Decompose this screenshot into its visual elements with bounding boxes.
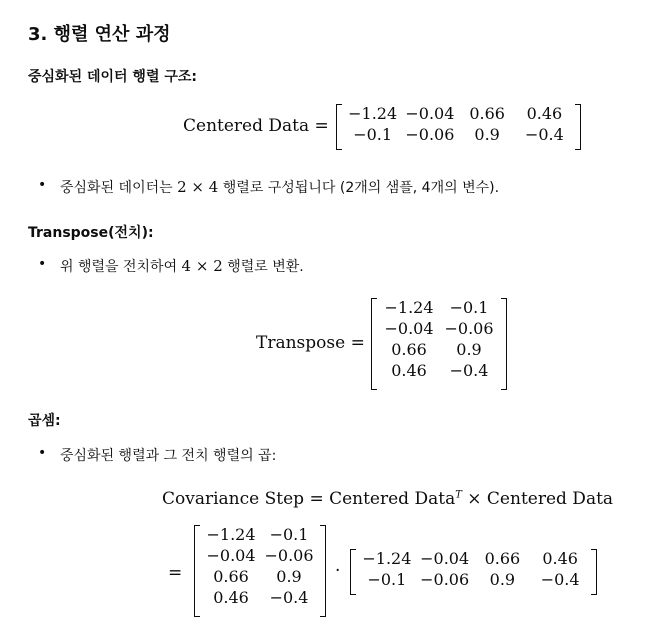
matrix-cell: 0.9 [474,125,500,144]
matrix-cell: −0.1 [367,570,407,589]
left-bracket [350,549,356,595]
covariance-equation [162,489,613,509]
equals-sign: = [168,563,183,583]
matrix-cell: 0.46 [542,549,578,568]
right-bracket [575,104,581,150]
bullet-item [38,445,277,465]
matrix-cell: −0.04 [206,546,256,565]
right-bracket [501,298,507,390]
matrix-cell: −1.24 [348,104,398,123]
bullet-dot: • [38,177,47,193]
matrix-cell: 0.46 [526,104,563,123]
matrix-cell: −0.06 [405,125,455,144]
bullet-math: 4 × 2 [181,257,223,275]
matrix-cell: 0.9 [276,567,302,586]
matrix-cell: 0.46 [391,361,427,380]
bullet-item [38,256,304,276]
bullet-text-after: 행렬로 변환. [227,259,304,275]
bullet-dot: • [38,256,47,272]
covariance-eq-left: Covariance Step = Centered Data [162,489,456,509]
matrix-cell: −1.24 [384,298,434,317]
centered-data-subtitle: 중심화된 데이터 행렬 구조: [28,69,197,85]
matrix-cell: 0.66 [469,104,505,123]
matrix-cell: −0.04 [405,104,455,123]
transpose-subtitle: Transpose(전치): [28,225,154,241]
matrix-cell: −0.4 [449,361,489,380]
matrix-cell: −0.06 [444,319,494,338]
matrix-cell: 0.46 [213,588,249,607]
right-bracket [591,549,597,595]
section-heading: 3. 행렬 연산 과정 [28,24,171,45]
matrix-cell: −0.04 [420,549,470,568]
bullet-text-before: 위 행렬을 전치하여 [60,259,178,275]
bullet-dot: • [38,445,47,461]
bullet-text: 중심화된 행렬과 그 전치 행렬의 곱: [60,448,277,464]
matrix-cell: −0.06 [264,546,314,565]
right-bracket [320,525,326,617]
multiplication-subtitle: 곱셈: [28,413,61,429]
matrix-cell: −0.1 [353,125,393,144]
centered-data-matrix [336,104,581,150]
left-bracket [371,298,377,390]
left-bracket [336,104,342,150]
left-bracket [194,525,200,617]
transpose-superscript: T [455,489,462,501]
matrix-cell: −0.4 [540,570,580,589]
transpose-matrix-product [194,525,326,617]
matrix-cell: 0.9 [489,570,516,589]
dot-operator: · [335,561,341,581]
bullet-text-before: 중심화된 데이터는 [60,180,173,196]
bullet-math: 2 × 4 [177,178,219,196]
transpose-matrix [371,298,507,390]
transpose-label: Transpose = [256,333,365,353]
matrix-cell: 0.66 [484,549,521,568]
matrix-cell: −0.4 [269,588,309,607]
matrix-cell: 0.9 [456,340,482,359]
centered-data-matrix-product [350,549,597,595]
matrix-cell: 0.66 [391,340,427,359]
centered-data-label: Centered Data = [183,116,329,136]
covariance-eq-right: × Centered Data [467,489,614,509]
matrix-cell: −0.4 [524,125,564,144]
matrix-cell: −1.24 [362,549,412,568]
matrix-cell: 0.66 [213,567,249,586]
matrix-cell: −0.04 [384,319,434,338]
matrix-cell: −0.06 [420,570,470,589]
bullet-text-after: 행렬로 구성됩니다 (2개의 샘플, 4개의 변수). [222,180,500,196]
matrix-cell: −0.1 [269,525,309,544]
bullet-item [38,177,500,197]
matrix-cell: −1.24 [206,525,256,544]
matrix-cell: −0.1 [449,298,489,317]
